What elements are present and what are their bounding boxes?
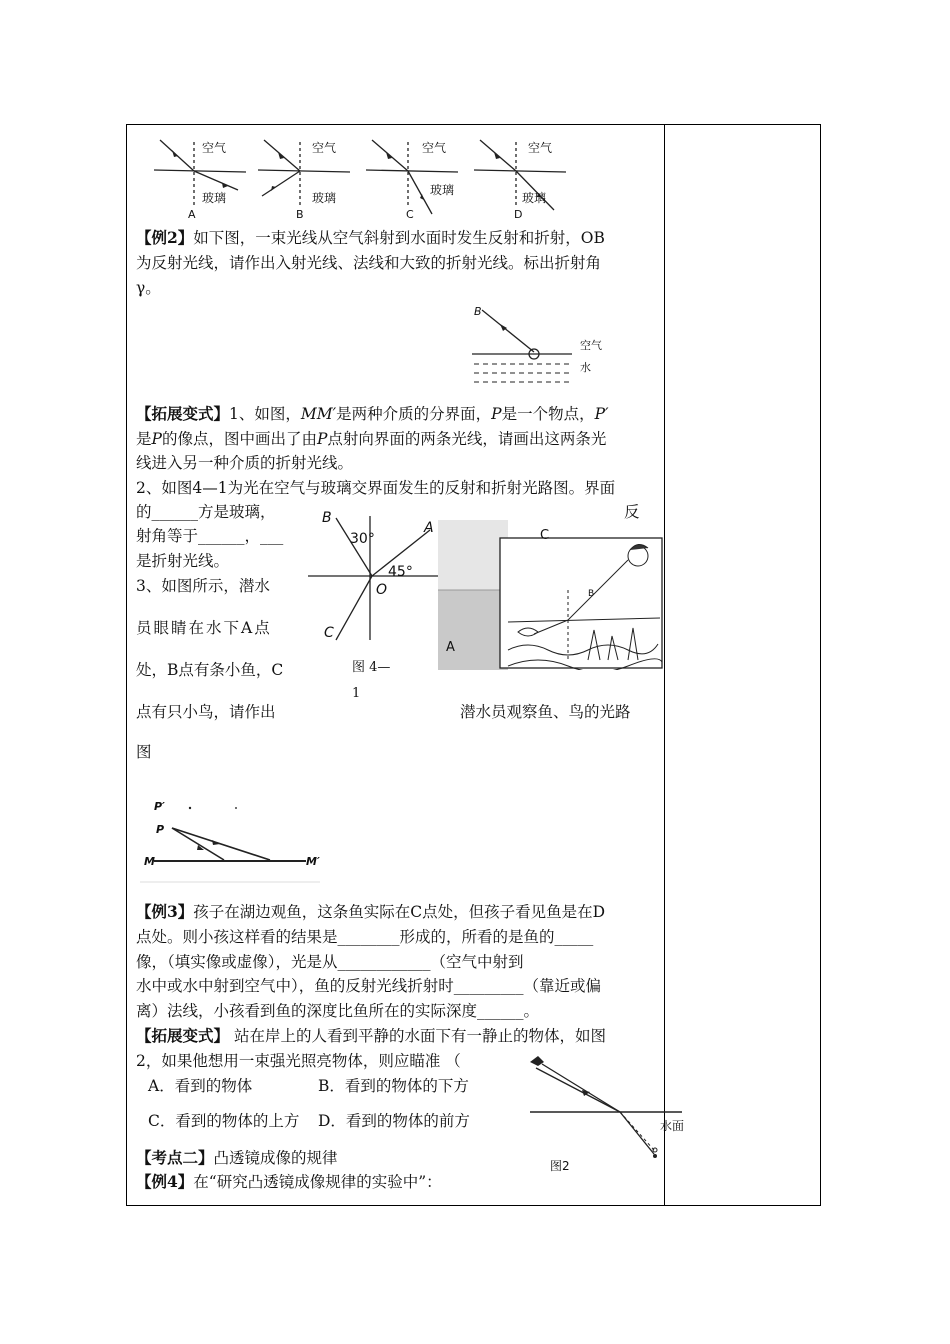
fig1-option-c: C [406,208,414,221]
example2-line2: 为反射光线，请作出入射光线、法线和大致的折射光线。标出折射角 [136,254,602,272]
interface-mm-figure [140,790,324,886]
fig-ex2-air-label: 空气 [580,339,602,352]
fig1-option-a: A [188,208,196,221]
q3-line5: 图 [136,743,152,761]
fig1-air-label-c: 空气 [422,141,447,155]
fig1-option-b: B [296,208,304,221]
fig41-angle-45: 45° [388,564,413,580]
example3-line4: 水中或水中射到空气中），鱼的反射光线折射时_________（靠近或偏 [136,977,602,995]
fig41-caption-line1: 图 4— [352,660,391,675]
option-a: A．看到的物体 [148,1077,253,1095]
extension1-line1: 【拓展变式】1、如图，MM′是两种介质的分界面，P是一个物点，P′ [136,404,609,423]
fig1-glass-label-b: 玻璃 [312,191,337,205]
option-c: C．看到的物体的上方 [148,1112,300,1130]
example3-line2: 点处。则小孩这样看的结果是________形成的，所看的是鱼的_____ [136,928,594,946]
extension2-line2: 2，如果他想用一束强光照亮物体，则应瞄准 （ [136,1052,461,1070]
fig41-a-label: A [424,520,434,536]
q2-line1: 2、如图4—1为光在空气与玻璃交界面发生的反射和折射光路图。界面 [136,479,616,497]
diver-fig-a-label: A [446,640,455,655]
q2-line4: 是折射光线。 [136,552,230,570]
q3-line1: 3、如图所示，潜水 [136,577,270,595]
option-d: D．看到的物体的前方 [318,1112,470,1130]
fig-p-label: P [156,823,165,836]
example2-tag: 【例2】 [136,228,194,247]
option-b: B．看到的物体的下方 [318,1077,469,1095]
fig1-glass-label-d: 玻璃 [522,191,547,205]
q2-line3: 射角等于______，___ [136,527,284,545]
extension2-line1: 【拓展变式】 站在岸上的人看到平静的水面下有一静止的物体，如图 [136,1026,606,1045]
q2-line2: 的______方是玻璃， [136,503,276,521]
diver-fig-b-label: B [588,589,595,599]
q3-line3: 处，B点有条小鱼，C [136,661,284,679]
fig2-caption: 图2 [550,1159,570,1173]
fig-p-prime-label: P′ [154,800,165,813]
keypoint2-line: 【考点二】凸透镜成像的规律 [136,1148,338,1167]
fig1-air-label-b: 空气 [312,141,337,155]
example2-line3: γ。 [136,279,161,297]
extension1-line2: 是P的像点，图中画出了由P点射向界面的两条光线，请画出这两条光 [136,430,607,448]
fig1-glass-label-a: 玻璃 [202,191,227,205]
fig-ex2-b-label: B [474,305,482,318]
example3-line1: 【例3】孩子在湖边观鱼，这条鱼实际在C点处，但孩子看见鱼是在D [136,902,606,921]
fig41-o-label: O [376,582,388,598]
q3-line2: 员眼睛在水下A点 [136,619,272,637]
diver-fig-c-label: C [540,528,550,543]
example3-line5: 离）法线，小孩看到鱼的深度比鱼所在的实际深度______。 [136,1002,540,1020]
fig41-caption-line2: 1 [352,686,361,701]
fig1-air-label-a: 空气 [202,141,227,155]
fig41-c-label: C [324,625,334,641]
fig41-angle-30: 30° [350,531,375,547]
q2-line2-right: 反 [624,503,640,521]
example2-line1: 【例2】如下图，一束光线从空气斜射到水面时发生反射和折射，OB [136,228,605,247]
q3-line4-right: 潜水员观察鱼、鸟的光路 [460,703,631,721]
fig1-option-d: D [514,208,523,221]
water-surface-figure-2 [526,1050,690,1168]
fig2-water-label: 水面 [660,1119,685,1133]
example4-line: 【例4】在“研究凸透镜成像规律的实验中”： [136,1172,442,1191]
fig41-b-label: B [322,510,332,526]
diver-scene-figure [438,520,664,670]
example3-line3: 像，（填实像或虚像），光是从____________（空气中射到 [136,953,524,971]
fig-ex2-water-label: 水 [580,361,591,374]
fig-m-label: M [144,855,155,868]
q3-line4: 点有只小鸟，请作出 [136,703,276,721]
fig1-glass-label-c: 玻璃 [430,183,455,197]
extension1-line3: 线进入另一种介质的折射光线。 [136,454,354,472]
fig1-air-label-d: 空气 [528,141,553,155]
fig-m-prime-label: M′ [306,855,320,868]
column-divider [664,125,665,1205]
